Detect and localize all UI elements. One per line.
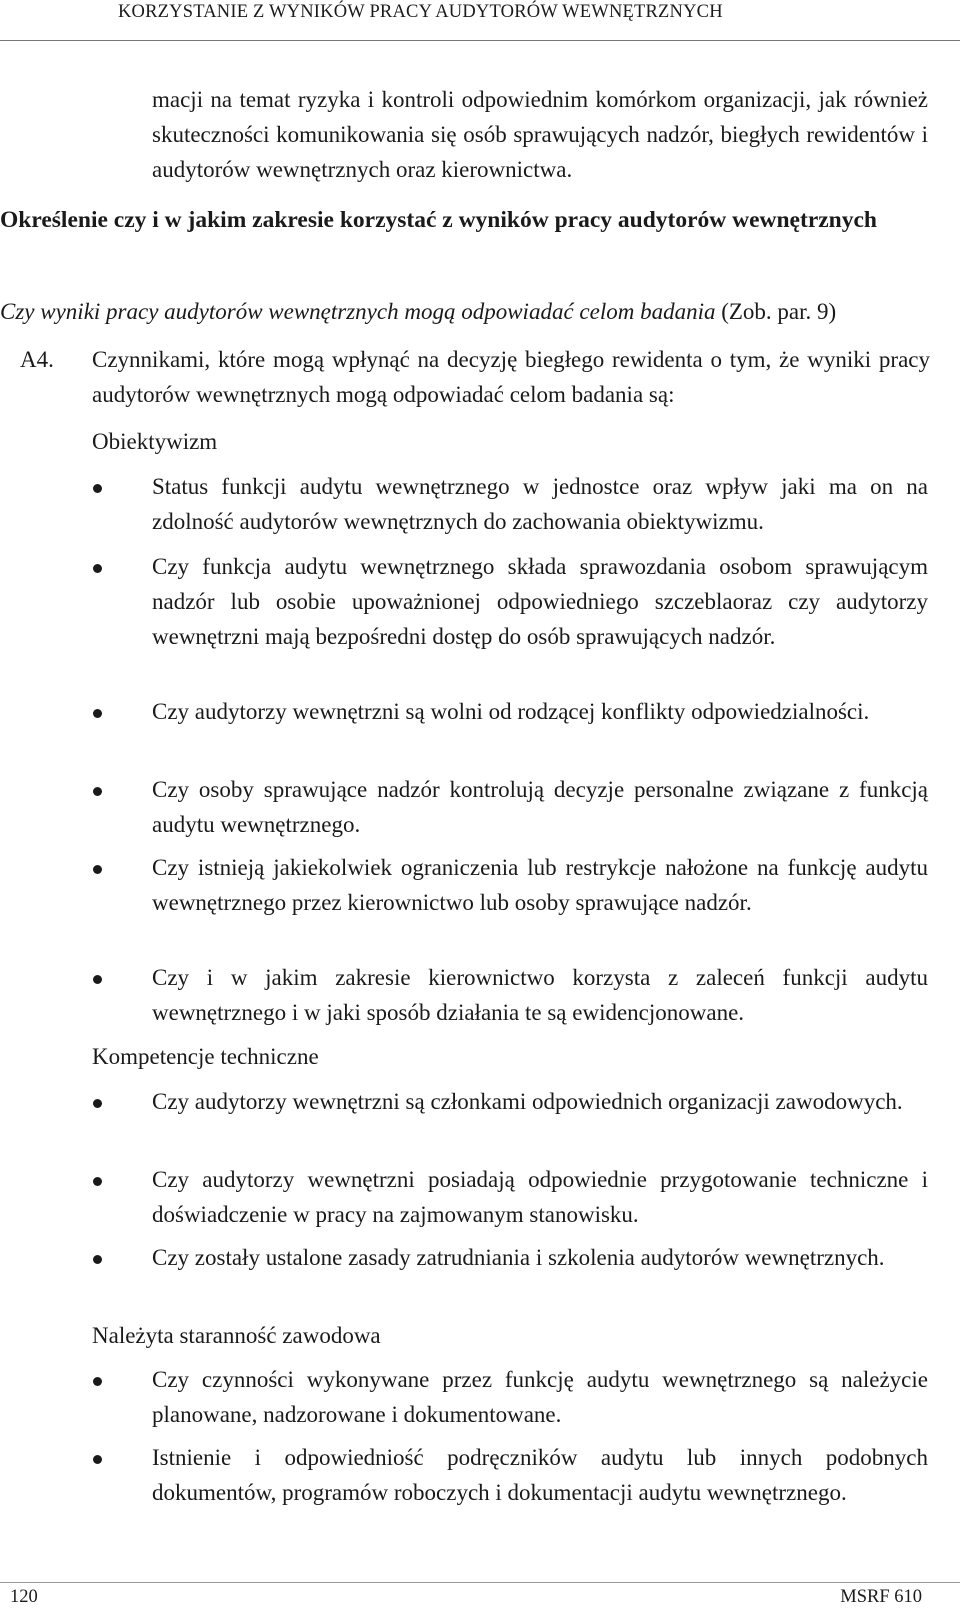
bullet-icon bbox=[93, 1455, 102, 1464]
bullet-icon bbox=[93, 1255, 102, 1264]
bullet-icon bbox=[93, 1177, 102, 1186]
bullet-icon bbox=[93, 1377, 102, 1386]
bullet-icon bbox=[93, 484, 102, 493]
bullet-icon bbox=[93, 975, 102, 984]
list-item: Czy i w jakim zakresie kierownictwo korzysta z zaleceń funkcji audytu wewnętrznego i w jaki sposób działania te są ewidencjonowane. bbox=[152, 965, 928, 1025]
bullet-icon bbox=[93, 564, 102, 573]
list-item: Czy zostały ustalone zasady zatrudniania i szkolenia audytorów wewnętrznych. bbox=[152, 1245, 885, 1270]
list-item: Czy audytorzy wewnętrzni są wolni od rodzącej konflikty odpowiedzialności. bbox=[152, 699, 870, 724]
group-title: Należyta staranność zawodowa bbox=[92, 1323, 381, 1348]
subheading bbox=[0, 294, 940, 329]
bullet-icon bbox=[93, 865, 102, 874]
header-rule bbox=[0, 40, 960, 41]
subheading-italic: Czy wyniki pracy audytorów wewnętrznych mogą odpowiadać celom badania bbox=[0, 299, 716, 324]
list-item: Czy osoby sprawujące nadzór kontrolują decyzje personalne związane z funkcją audytu wewnętrznego. bbox=[152, 777, 928, 837]
list-item: Czy czynności wykonywane przez funkcję audytu wewnętrznego są należycie planowane, nadzorowane i dokumentowane. bbox=[152, 1367, 928, 1427]
paragraph-a4: Czynnikami, które mogą wpłynąć na decyzję biegłego rewidenta o tym, że wyniki pracy audytorów wewnętrznych mogą odpowiadać celom badania są: bbox=[92, 347, 930, 407]
bullet-icon bbox=[93, 787, 102, 796]
group-title: Kompetencje techniczne bbox=[92, 1044, 319, 1069]
group-title: Obiektywizm bbox=[92, 429, 218, 454]
section-heading: Określenie czy i w jakim zakresie korzystać z wyników pracy audytorów wewnętrznych bbox=[0, 207, 877, 233]
list-item: Czy funkcja audytu wewnętrznego składa sprawozdania osobom sprawującym nadzór lub osobie upoważnionej odpowiedniego szczeblaoraz czy audytorzy wewnętrzni mają bezpośredni dostęp do osób sprawujących nadzór. bbox=[152, 554, 928, 649]
list-item: Czy istnieją jakiekolwiek ograniczenia lub restrykcje nałożone na funkcję audytu wewnętrznego przez kierownictwo lub osoby sprawujące nadzór. bbox=[152, 855, 928, 915]
list-item: Status funkcji audytu wewnętrznego w jednostce oraz wpływ jaki ma on na zdolność audytorów wewnętrznych do zachowania obiektywizmu. bbox=[152, 474, 928, 534]
list-item: Istnienie i odpowiedniość podręczników audytu lub innych podobnych dokumentów, programów roboczych i dokumentacji audytu wewnętrznego. bbox=[152, 1445, 928, 1505]
running-head: KORZYSTANIE Z WYNIKÓW PRACY AUDYTORÓW WEWNĘTRZNYCH bbox=[118, 2, 723, 22]
bullet-icon bbox=[93, 1099, 102, 1108]
list-item: Czy audytorzy wewnętrzni posiadają odpowiednie przygotowanie techniczne i doświadczenie w pracy na zajmowanym stanowisku. bbox=[152, 1167, 928, 1227]
bullet-icon bbox=[93, 709, 102, 718]
list-item: Czy audytorzy wewnętrzni są członkami odpowiednich organizacji zawodowych. bbox=[152, 1089, 903, 1114]
page-number: 120 bbox=[10, 1587, 38, 1607]
subheading-ref: (Zob. par. 9) bbox=[715, 299, 837, 324]
footer-rule bbox=[0, 1582, 960, 1583]
continuation-paragraph: macji na temat ryzyka i kontroli odpowiednim komórkom organizacji, jak również skuteczności komunikowania się osób sprawujących nadzór, biegłych rewidentów i audytorów wewnętrznych oraz kierownictwa. bbox=[152, 87, 928, 182]
standard-label: MSRF 610 bbox=[840, 1587, 922, 1607]
paragraph-label: A4. bbox=[20, 347, 54, 372]
